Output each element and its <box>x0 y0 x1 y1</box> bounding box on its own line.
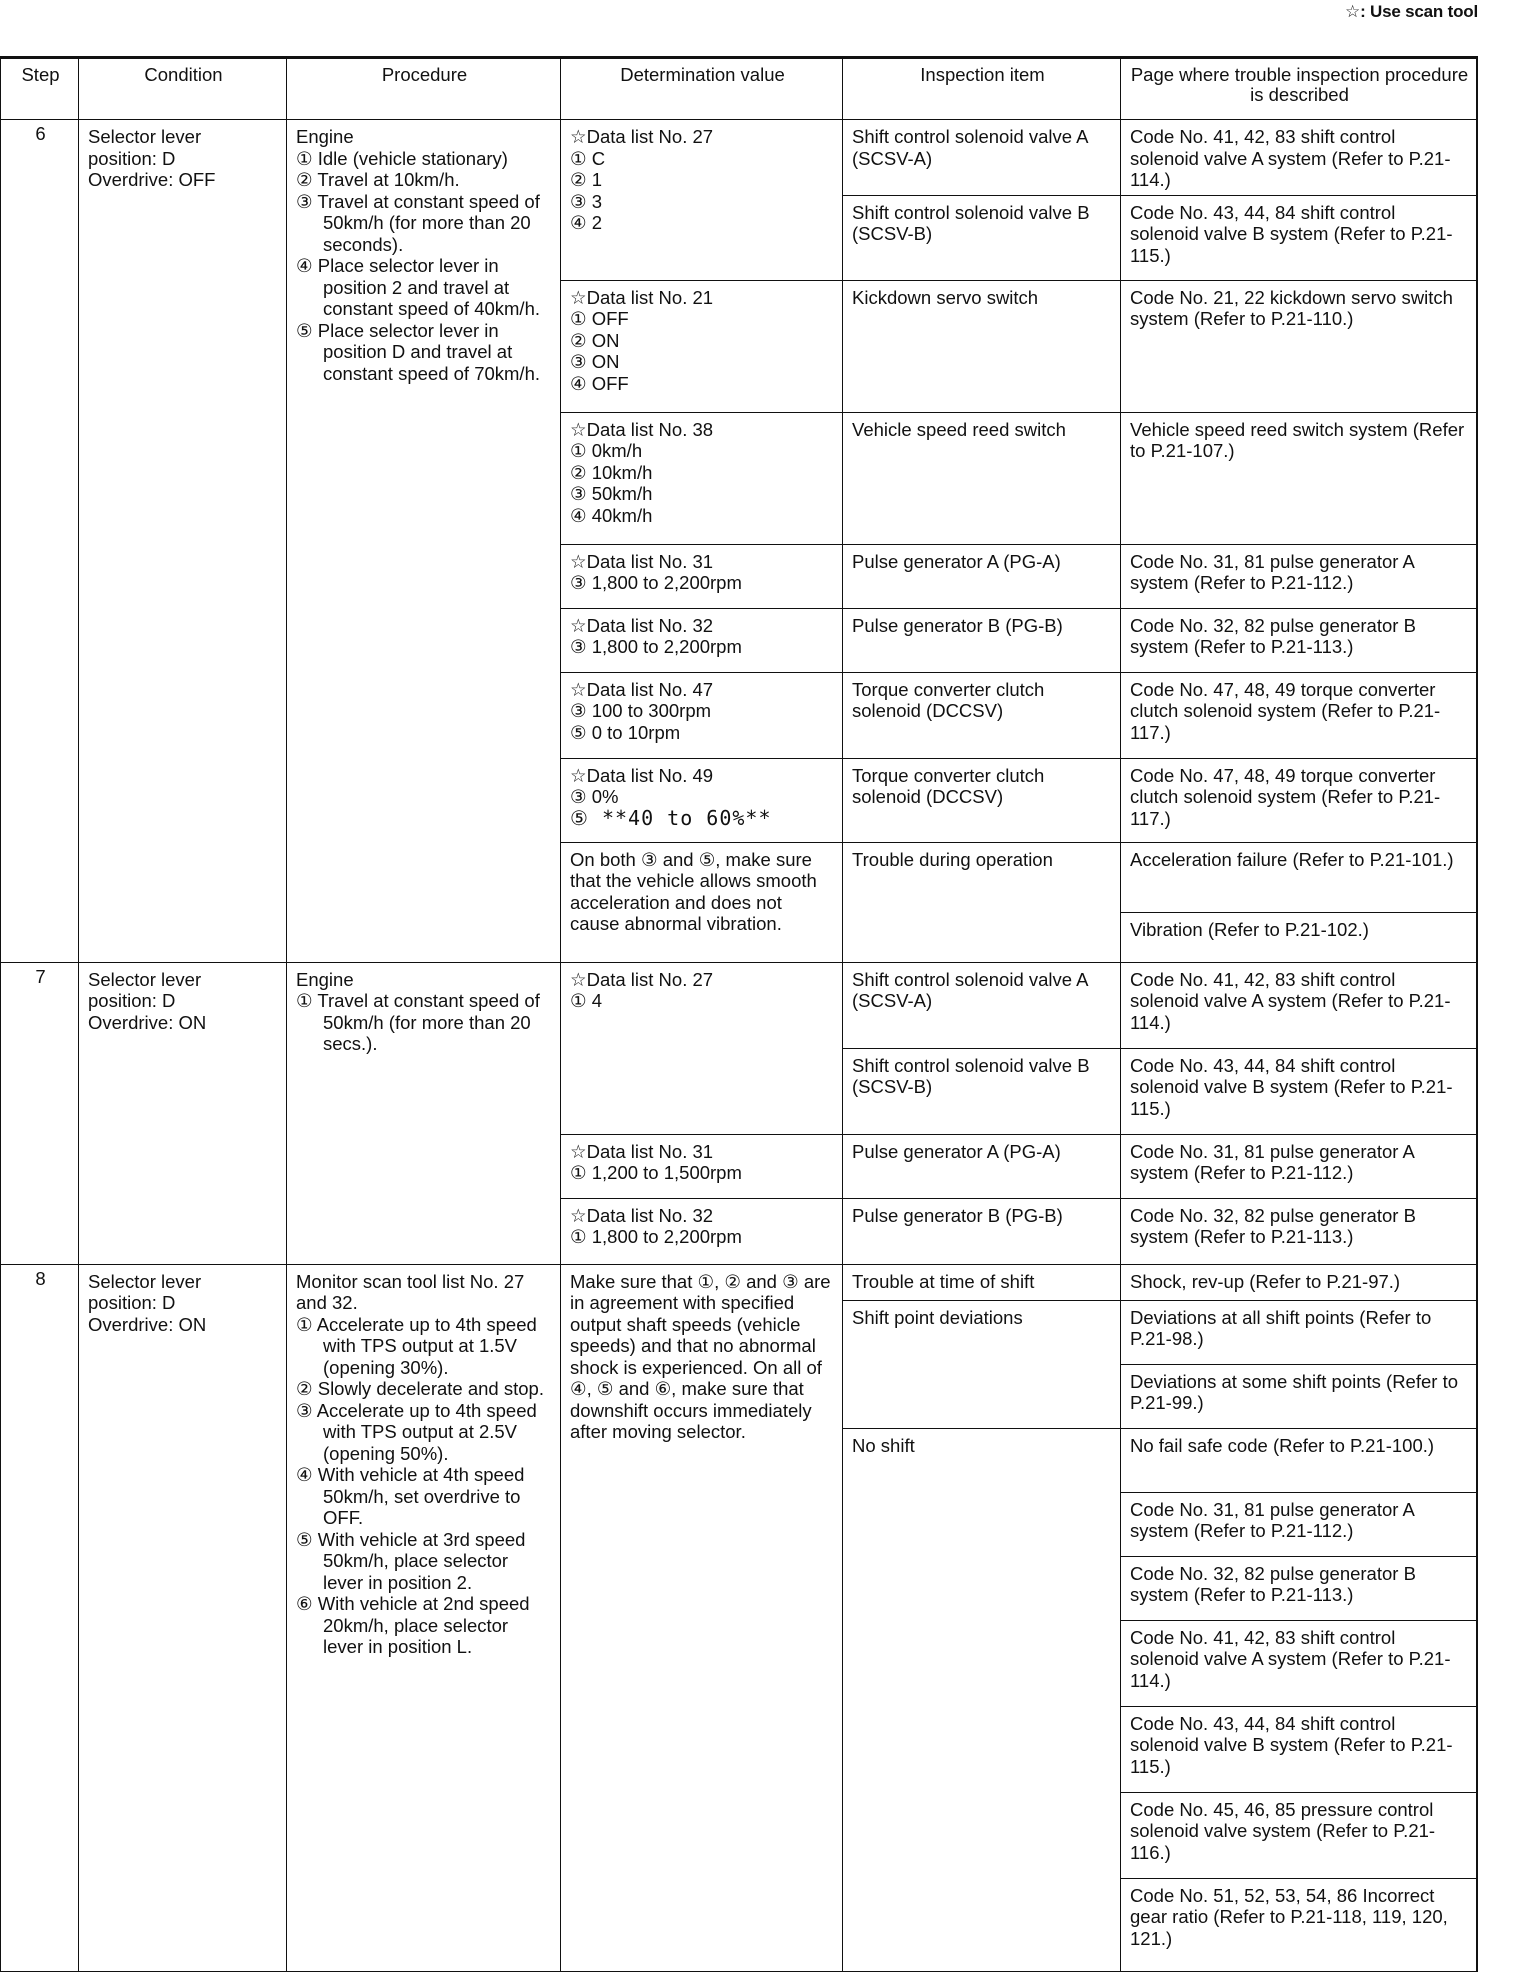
procedure-step: ① Travel at constant speed of 50km/h (for more than 20 secs.). <box>296 990 540 1054</box>
condition-line: position: D <box>88 147 176 169</box>
condition-line: Selector lever <box>88 126 202 147</box>
procedure-step: ⑤ With vehicle at 3rd speed 50km/h, place selector lever in position 2. <box>296 1528 526 1593</box>
data-list-label: ☆Data list No. 31 <box>570 1140 714 1162</box>
inspection-item: Torque converter clutch solenoid (DCCSV) <box>843 672 1121 758</box>
determination-note: On both ③ and ⑤, make sure that the vehicle allows smooth acceleration and does not cause abnormal vibration. <box>561 842 843 962</box>
header-procedure: Procedure <box>287 59 561 120</box>
page-reference: Code No. 31, 81 pulse generator A system (Refer to P.21-112.) <box>1121 544 1477 608</box>
page-reference: Code No. 32, 82 pulse generator B system (Refer to P.21-113.) <box>1121 608 1477 672</box>
determination-cell <box>561 672 843 758</box>
inspection-item: Vehicle speed reed switch <box>843 412 1121 544</box>
data-list-label: ☆Data list No. 32 <box>570 614 714 636</box>
determination-value: ② ON <box>570 329 620 351</box>
determination-value: ① C <box>570 147 606 169</box>
condition-line: position: D <box>88 1292 176 1313</box>
condition-line: Selector lever <box>88 968 202 990</box>
page-reference: Code No. 43, 44, 84 shift control solenoid valve B system (Refer to P.21-115.) <box>1121 1048 1477 1134</box>
determination-value: ① 1,200 to 1,500rpm <box>570 1162 742 1183</box>
condition-line: position: D <box>88 990 176 1011</box>
step-number: 8 <box>1 1264 79 1972</box>
step8-row-1 <box>1 1264 1477 1300</box>
inspection-item: Shift control solenoid valve B (SCSV-B) <box>843 1048 1121 1134</box>
procedure-title: Monitor scan tool list No. 27 and 32. <box>296 1270 525 1313</box>
page-reference: Deviations at some shift points (Refer to P.21-99.) <box>1121 1364 1477 1428</box>
data-list-label: ☆Data list No. 49 <box>570 764 714 786</box>
header-determination-value: Determination value <box>561 59 843 120</box>
condition-line: Overdrive: ON <box>88 1011 207 1033</box>
page-reference: Code No. 43, 44, 84 shift control solenoid valve B system (Refer to P.21-115.) <box>1121 1706 1477 1792</box>
page-reference: Acceleration failure (Refer to P.21-101.) <box>1121 842 1477 912</box>
determination-value: ① 4 <box>570 990 603 1011</box>
procedure-step: ⑤ Place selector lever in position D and travel at constant speed of 70km/h. <box>296 319 540 384</box>
inspection-item: Shift point deviations <box>843 1300 1121 1428</box>
page-reference: Shock, rev-up (Refer to P.21-97.) <box>1121 1264 1477 1300</box>
inspection-item: Shift control solenoid valve A (SCSV-A) <box>843 120 1121 196</box>
header-condition: Condition <box>79 59 287 120</box>
data-list-label: ☆Data list No. 27 <box>570 968 714 990</box>
condition-cell <box>79 120 287 963</box>
page-reference: Code No. 41, 42, 83 shift control solenoid valve A system (Refer to P.21-114.) <box>1121 962 1477 1048</box>
scan-tool-legend: ☆: Use scan tool <box>1345 2 1478 21</box>
inspection-item: Trouble at time of shift <box>843 1264 1121 1300</box>
procedure-cell <box>287 1264 561 1972</box>
condition-cell <box>79 962 287 1264</box>
determination-value: ③ 50km/h <box>570 483 653 504</box>
data-list-label: ☆Data list No. 38 <box>570 418 714 440</box>
procedure-cell <box>287 962 561 1264</box>
condition-cell <box>79 1264 287 1972</box>
determination-cell <box>561 962 843 1134</box>
procedure-step: ② Slowly decelerate and stop. <box>296 1378 544 1399</box>
condition-line: Overdrive: OFF <box>88 169 216 190</box>
determination-value: ① OFF <box>570 308 629 329</box>
header-page-reference: Page where trouble inspection procedure is described <box>1121 59 1477 120</box>
procedure-title: Engine <box>296 126 354 147</box>
procedure-step: ③ Accelerate up to 4th speed with TPS output at 2.5V (opening 50%). <box>296 1399 537 1464</box>
determination-value: ③ ON <box>570 351 620 372</box>
determination-value: ⑤ **40 to 60%** <box>570 805 772 830</box>
determination-cell <box>561 120 843 281</box>
inspection-table-sheet <box>0 56 1478 1972</box>
page-reference: Code No. 31, 81 pulse generator A system (Refer to P.21-112.) <box>1121 1134 1477 1198</box>
page-reference: Code No. 32, 82 pulse generator B system (Refer to P.21-113.) <box>1121 1198 1477 1264</box>
determination-cell <box>561 1198 843 1264</box>
inspection-item: No shift <box>843 1428 1121 1972</box>
data-list-label: ☆Data list No. 32 <box>570 1204 714 1226</box>
inspection-item: Kickdown servo switch <box>843 280 1121 412</box>
data-list-label: ☆Data list No. 47 <box>570 678 714 700</box>
step6-row-1 <box>1 120 1477 196</box>
page-reference: Code No. 41, 42, 83 shift control solenoid valve A system (Refer to P.21-114.) <box>1121 120 1477 196</box>
page-reference: Code No. 51, 52, 53, 54, 86 Incorrect gear ratio (Refer to P.21-118, 119, 120, 121.) <box>1121 1878 1477 1972</box>
determination-value: ② 1 <box>570 169 603 190</box>
procedure-step: ① Accelerate up to 4th speed with TPS output at 1.5V (opening 30%). <box>296 1313 537 1378</box>
page-reference: Code No. 31, 81 pulse generator A system (Refer to P.21-112.) <box>1121 1492 1477 1556</box>
page-reference: Code No. 21, 22 kickdown servo switch system (Refer to P.21-110.) <box>1121 280 1477 412</box>
determination-value: ③ 1,800 to 2,200rpm <box>570 636 742 657</box>
page-reference: Code No. 45, 46, 85 pressure control solenoid valve system (Refer to P.21-116.) <box>1121 1792 1477 1878</box>
procedure-step: ④ Place selector lever in position 2 and travel at constant speed of 40km/h. <box>296 255 540 319</box>
determination-value: ③ 3 <box>570 190 603 212</box>
page-reference: Vehicle speed reed switch system (Refer to P.21-107.) <box>1121 412 1477 544</box>
determination-note: Make sure that ①, ② and ③ are in agreement with specified output shaft speeds (vehicle speeds) and that no abnormal shock is experienced. On all of ④, ⑤ and ⑥, make sure that downshift occurs immediately after moving selector. <box>561 1264 843 1972</box>
page-reference: Code No. 41, 42, 83 shift control solenoid valve A system (Refer to P.21-114.) <box>1121 1620 1477 1706</box>
data-list-label: ☆Data list No. 27 <box>570 126 714 147</box>
determination-value: ③ 1,800 to 2,200rpm <box>570 572 742 593</box>
inspection-item: Pulse generator A (PG-A) <box>843 1134 1121 1198</box>
inspection-table <box>0 58 1477 1972</box>
determination-cell <box>561 608 843 672</box>
procedure-step: ① Idle (vehicle stationary) <box>296 147 508 169</box>
determination-cell <box>561 280 843 412</box>
inspection-item: Torque converter clutch solenoid (DCCSV) <box>843 758 1121 842</box>
page-reference: No fail safe code (Refer to P.21-100.) <box>1121 1428 1477 1492</box>
step-number: 6 <box>1 120 79 963</box>
procedure-title: Engine <box>296 968 354 990</box>
determination-value: ③ 0% <box>570 786 619 807</box>
condition-line: Selector lever <box>88 1270 202 1292</box>
determination-cell <box>561 758 843 842</box>
inspection-item: Pulse generator A (PG-A) <box>843 544 1121 608</box>
inspection-item: Pulse generator B (PG-B) <box>843 608 1121 672</box>
inspection-item: Shift control solenoid valve A (SCSV-A) <box>843 962 1121 1048</box>
determination-cell <box>561 1134 843 1198</box>
determination-cell <box>561 412 843 544</box>
inspection-item: Trouble during operation <box>843 842 1121 962</box>
procedure-cell <box>287 120 561 963</box>
procedure-step: ⑥ With vehicle at 2nd speed 20km/h, place selector lever in position L. <box>296 1593 530 1657</box>
header-inspection-item: Inspection item <box>843 59 1121 120</box>
determination-value: ① 0km/h <box>570 440 643 461</box>
page-reference: Code No. 47, 48, 49 torque converter clutch solenoid system (Refer to P.21-117.) <box>1121 672 1477 758</box>
determination-value: ② 10km/h <box>570 461 653 483</box>
determination-value: ⑤ 0 to 10rpm <box>570 721 681 743</box>
determination-value: ③ 100 to 300rpm <box>570 700 712 721</box>
determination-value: ④ 2 <box>570 212 603 233</box>
determination-cell <box>561 544 843 608</box>
header-row <box>1 59 1477 120</box>
page-reference: Code No. 43, 44, 84 shift control solenoid valve B system (Refer to P.21-115.) <box>1121 195 1477 280</box>
data-list-label: ☆Data list No. 21 <box>570 286 714 308</box>
inspection-item: Pulse generator B (PG-B) <box>843 1198 1121 1264</box>
condition-line: Overdrive: ON <box>88 1313 207 1335</box>
determination-value: ① 1,800 to 2,200rpm <box>570 1226 742 1247</box>
page-reference: Deviations at all shift points (Refer to P.21-98.) <box>1121 1300 1477 1364</box>
step-number: 7 <box>1 962 79 1264</box>
page-reference: Vibration (Refer to P.21-102.) <box>1121 912 1477 962</box>
step7-row-1 <box>1 962 1477 1048</box>
procedure-step: ③ Travel at constant speed of 50km/h (for more than 20 seconds). <box>296 190 540 255</box>
inspection-item: Shift control solenoid valve B (SCSV-B) <box>843 195 1121 280</box>
determination-value: ④ 40km/h <box>570 504 653 526</box>
procedure-step: ② Travel at 10km/h. <box>296 169 460 190</box>
procedure-step: ④ With vehicle at 4th speed 50km/h, set overdrive to OFF. <box>296 1464 525 1528</box>
data-list-label: ☆Data list No. 31 <box>570 550 714 572</box>
header-step: Step <box>1 59 79 120</box>
page-reference: Code No. 32, 82 pulse generator B system (Refer to P.21-113.) <box>1121 1556 1477 1620</box>
determination-value: ④ OFF <box>570 372 629 394</box>
page-reference: Code No. 47, 48, 49 torque converter clutch solenoid system (Refer to P.21-117.) <box>1121 758 1477 842</box>
